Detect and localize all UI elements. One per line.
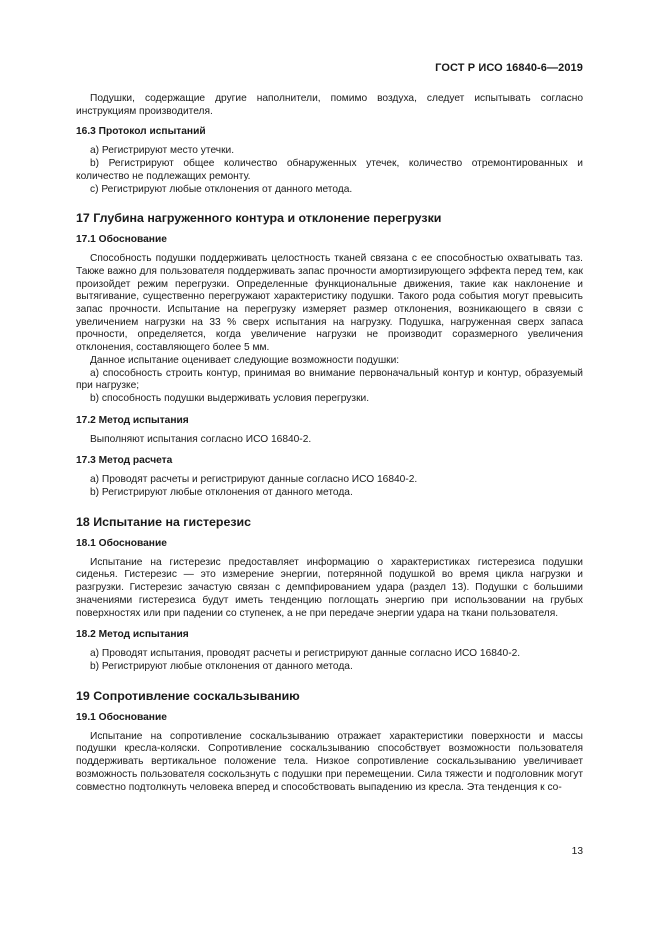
section-16-3-heading: 16.3 Протокол испытаний [76,126,206,138]
section-17-heading: 17 Глубина нагруженного контура и отклонение перегрузки [76,211,442,226]
page-number: 13 [571,846,583,857]
section-18-heading: 18 Испытание на гистерезис [76,514,252,529]
section-17-2-heading: 17.2 Метод испытания [76,414,189,426]
list-item: c) Регистрируют любые отклонения от данного метода. [90,183,353,195]
paragraph: Способность подушки поддерживать целостность тканей связана с ее способностью охватывать таз. Также важно для пользователя поддерживать запас прочности амортизирующего эффекта перед тем, как произойдет режим перегрузки. Определенные функциональные движения, такие как наклонение и вытягивание, существенно перегружают характеристику подушки. Такого рода события могут превысить запас прочности. Испытание на перегрузку измеряет размер отклонения, возникающего в связи с увеличением нагрузки на 33 % сверх испытания на нагрузку. Подушка, нагруженная сверх запаса прочности, определяется, когда увеличение нагрузки не производит соразмерного увеличения отклонения, составляющего более 5 мм. [76,253,583,354]
list-item: b) способность подушки выдерживать условия перегрузки. [90,392,370,404]
paragraph: Испытание на сопротивление соскальзыванию отражает характеристики поверхности и массы подушки кресла-коляски. Сопротивление соскальзыванию способствует возможности пользователя поддерживать вертикальное положение тела. Низкое сопротивление соскальзыванию увеличивает возможность пользователя соскользнуть с подушки при перемещении. Сила тяжести и подголовник могут совместно подтолкнуть человека вперед и способствовать выпадению из кресла. Эта тенденция к со- [76,730,583,793]
section-17-3-heading: 17.3 Метод расчета [76,455,173,467]
paragraph: Испытание на гистерезис предоставляет информацию о характеристиках гистерезиса подушки сиденья. Гистерезис — это измерение энергии, потерянной подушкой во время цикла нагрузки и разгрузки. Гистерезис зачастую связан с демпфированием удара (раздел 13). Подушки с большими значениями гистерезиса будут иметь тенденцию поглощать энергию при использовании на грубых поверхностях или при падении со ступенек, а не при передаче энергии удара на ткани пользователя. [76,556,583,619]
section-19-heading: 19 Сопротивление соскальзыванию [76,688,300,703]
section-17-1-heading: 17.1 Обоснование [76,234,167,246]
paragraph: Данное испытание оценивает следующие возможности подушки: [90,354,400,366]
list-item: b) Регистрируют общее количество обнаруженных утечек, количество отремонтированных и количество не подлежащих ремонту. [76,158,583,182]
list-item: a) Проводят расчеты и регистрируют данные согласно ИСО 16840-2. [90,474,418,486]
section-18-2-heading: 18.2 Метод испытания [76,629,189,641]
list-item: a) Проводят испытания, проводят расчеты и регистрируют данные согласно ИСО 16840-2. [90,648,521,660]
document-header: ГОСТ Р ИСО 16840-6—2019 [435,62,583,74]
section-18-1-heading: 18.1 Обоснование [76,537,167,549]
list-item: a) Регистрируют место утечки. [90,145,235,157]
section-19-1-heading: 19.1 Обоснование [76,711,167,723]
page-content [76,93,583,794]
list-item: b) Регистрируют любые отклонения от данного метода. [90,660,353,672]
paragraph: Выполняют испытания согласно ИСО 16840-2. [90,433,312,445]
list-item: b) Регистрируют любые отклонения от данного метода. [90,487,353,499]
intro-paragraph: Подушки, содержащие другие наполнители, помимо воздуха, следует испытывать согласно инструкциям производителя. [76,93,583,117]
list-item: a) способность строить контур, принимая во внимание первоначальный контур и контур, образуемый при нагрузке; [76,367,583,392]
